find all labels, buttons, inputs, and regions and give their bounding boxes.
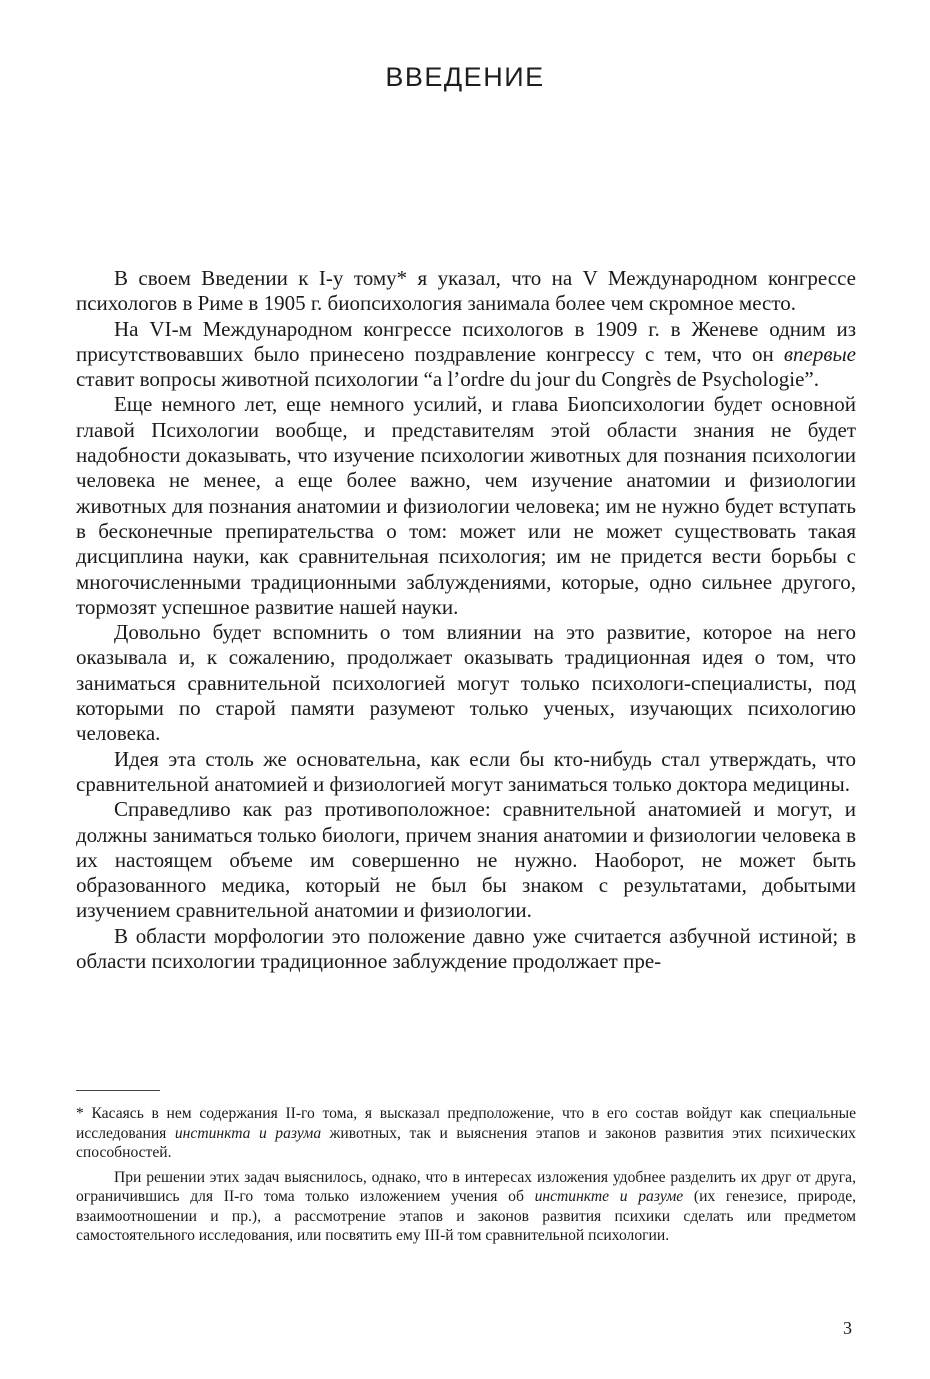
footnote-run: * Касаясь в нем содержания II-го тома, я высказал предположение, что в его состав войдут как специальные исследования (76, 1105, 856, 1142)
paragraph (76, 924, 856, 975)
footnote-run: инстинкте и разуме (534, 1188, 684, 1205)
paragraph-run: впервые (783, 341, 856, 366)
paragraph-run: На VI-м Международном конгрессе психологов в 1909 г. в Женеве одним из присутствовавших было принесено поздравление конгрессу с тем, что он (76, 316, 856, 366)
paragraph (76, 392, 856, 620)
footnote-divider (76, 1090, 160, 1091)
paragraph-run: Довольно будет вспомнить о том влиянии на это развитие, которое на него оказывала и, к сожалению, продолжает оказывать традиционная идея о том, что заниматься сравнительной психологией могут только психологи-специалисты, под которыми по старой памяти разумеют только ученых, изучающих психологию человека. (76, 620, 856, 746)
footnote-run: животных, так и выяснения этапов и законов развития этих психических способностей. (76, 1124, 856, 1161)
paragraph-run: В области морфологии это положение давно уже считается азбучной истиной; в области психологии традиционное заблуждение продолжает пре- (76, 923, 856, 974)
footnote (76, 1104, 856, 1163)
paragraph-run: Идея эта столь же основательна, как если бы кто-нибудь стал утверждать, что сравнительной анатомией и физиологией могут заниматься только доктора медицины. (76, 746, 856, 796)
chapter-title: ВВЕДЕНИЕ (385, 62, 545, 92)
paragraph-run: В своем Введении к I-у тому* я указал, что на V Международном конгрессе психологов в Риме в 1905 г. биопсихология занимала более чем скромное место. (76, 266, 856, 316)
footnote-run: инстинкта и разума (174, 1124, 322, 1142)
footnote-run: При решении этих задач выяснилось, однако, что в интересах изложения удобнее разделить их друг от друга, ограничившись для II-го тома только изложением учения об (76, 1168, 856, 1205)
footnote (76, 1168, 856, 1246)
footnotes (76, 1104, 856, 1246)
paragraph (76, 266, 856, 317)
paragraph (76, 620, 856, 746)
page-number: 3 (843, 1318, 852, 1338)
paragraph (76, 317, 856, 393)
paragraph (76, 797, 856, 923)
main-text (76, 266, 856, 974)
paragraph (76, 747, 856, 798)
paragraph-run: Справедливо как раз противоположное: сравнительной анатомией и могут, и должны заниматься только биологи, причем знания анатомии и физиологии человека в их настоящем объеме им совершенно не нужно. Наоборот, не может быть образованного медика, который не был бы знаком с результатами, добытыми изучением сравнительной анатомии и физиологии. (76, 797, 856, 923)
paragraph-run: ставит вопросы животной психологии “a l’ordre du jour du Congrès de Psychologie”. (76, 367, 819, 392)
footnote-run: (их генезисе, природе, взаимоотношении и пр.), а рассмотрение этапов и законов развития психики сделать или предметом самостоятельного исследования, или посвятить ему III-й том сравнительной психологии. (76, 1188, 857, 1244)
paragraph-run: Еще немного лет, еще немного усилий, и глава Биопсихологии будет основной главой Психологии вообще, и представителям этой области знания не будет надобности доказывать, что изучение психологии животных для познания психологии человека не менее, а еще более важно, чем изучение анатомии и физиологии животных для познания анатомии и физиологии человека; им не нужно будет вступать в бесконечные препирательства о том: может или не может существовать такая дисциплина науки, как сравнительная психология; им не придется вести борьбы с многочисленными традиционными заблуждениями, которые, одно сильнее другого, тормозят успешное развитие нашей науки. (76, 392, 856, 619)
